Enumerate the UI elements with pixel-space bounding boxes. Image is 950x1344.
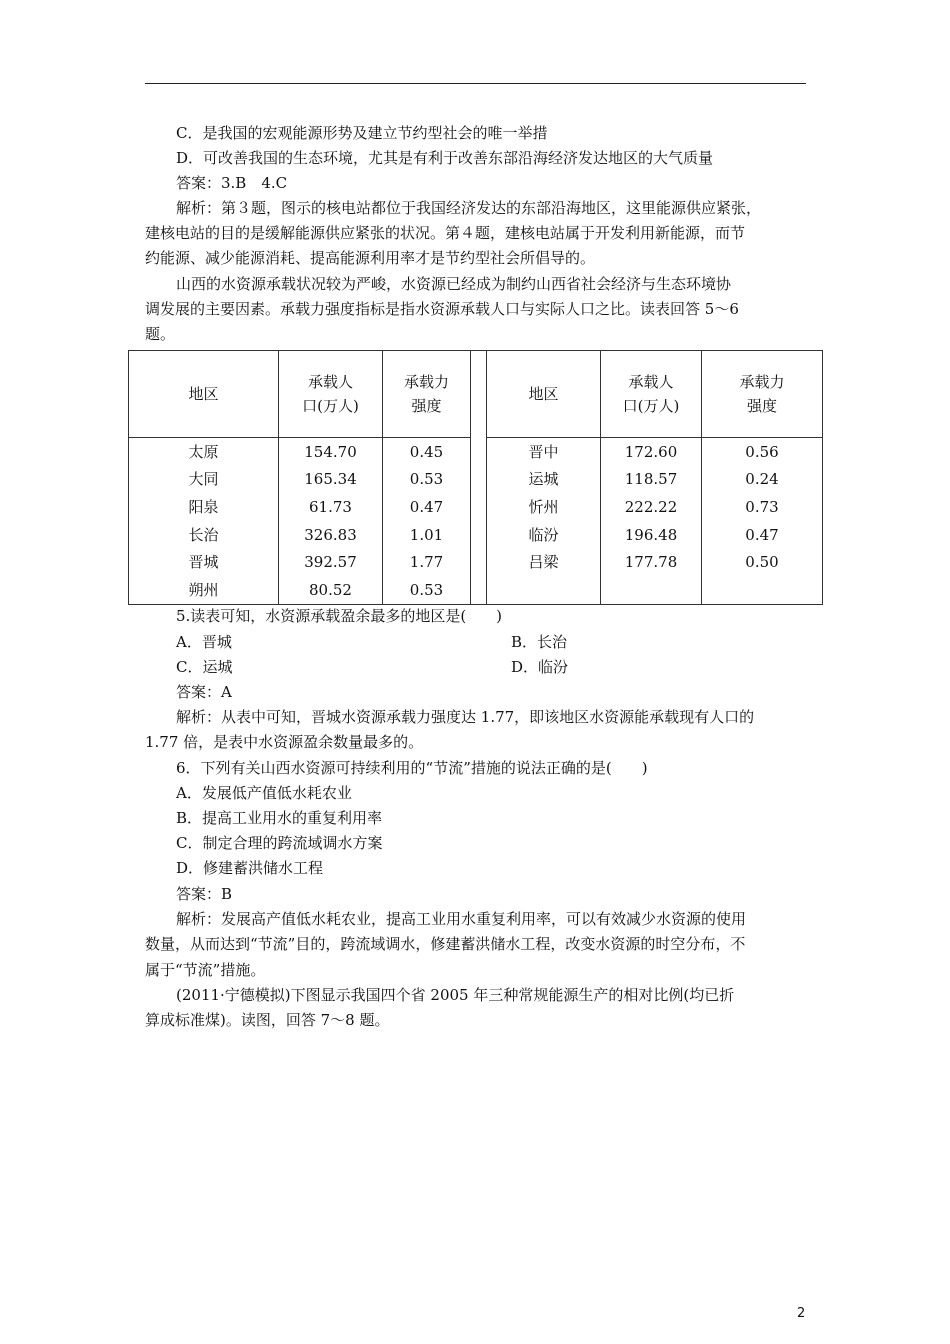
- q5-option-c: C．运城: [176, 658, 233, 676]
- header-population: 承载人 口(万人): [601, 351, 702, 438]
- cell-intensity: 0.56: [702, 438, 823, 466]
- cell-intensity: 0.53: [383, 576, 471, 604]
- cell-region: 忻州: [487, 493, 601, 521]
- cell-population: 177.78: [601, 548, 702, 576]
- table-divider: [471, 351, 487, 605]
- cell-population: 165.34: [279, 466, 383, 494]
- water-capacity-table: [128, 350, 823, 605]
- page-number: 2: [797, 1306, 806, 1321]
- cell-population: 326.83: [279, 521, 383, 549]
- intro-paragraph-line-2: 调发展的主要因素。承载力强度指标是指水资源承载人口与实际人口之比。读表回答 5～6: [145, 300, 739, 318]
- q6-option-a: A．发展低产值低水耗农业: [176, 784, 352, 802]
- cell-intensity: 0.73: [702, 493, 823, 521]
- cell-region: 晋中: [487, 438, 601, 466]
- cell-intensity: [702, 576, 823, 604]
- cell-region: [487, 576, 601, 604]
- cell-population: 154.70: [279, 438, 383, 466]
- header-intensity: 承载力 强度: [383, 351, 471, 438]
- header-region: 地区: [129, 351, 279, 438]
- cell-region: 吕梁: [487, 548, 601, 576]
- q6-explanation-line-3: 属于“节流”措施。: [145, 961, 266, 979]
- explanation-line-2: 建核电站的目的是缓解能源供应紧张的状况。第４题，建核电站属于开发利用新能源，而节: [145, 224, 746, 242]
- q6-option-b: B．提高工业用水的重复利用率: [176, 809, 383, 827]
- answer-q3-q4: 答案：3.B 4.C: [176, 174, 288, 192]
- q6-explanation-line-2: 数量，从而达到“节流”目的，跨流域调水，修建蓄洪储水工程，改变水资源的时空分布，不: [145, 935, 746, 953]
- q5-answer: 答案：A: [176, 683, 232, 701]
- cell-region: 大同: [129, 466, 279, 494]
- q5-option-b: B．长治: [511, 633, 568, 651]
- cell-population: 196.48: [601, 521, 702, 549]
- intro-paragraph-line-1: 山西的水资源承载状况较为严峻，水资源已经成为制约山西省社会经济与生态环境协: [176, 275, 732, 293]
- question-6-stem: 6．下列有关山西水资源可持续利用的“节流”措施的说法正确的是( ): [176, 759, 648, 777]
- question-5-stem: 5.读表可知，水资源承载盈余最多的地区是( ): [176, 607, 503, 625]
- q5-explanation-line-1: 解析：从表中可知，晋城水资源承载力强度达 1.77，即该地区水资源能承载现有人口的: [176, 708, 755, 726]
- header-rule: [145, 83, 806, 84]
- header-population: 承载人 口(万人): [279, 351, 383, 438]
- q6-explanation-line-1: 解析：发展高产值低水耗农业，提高工业用水重复利用率，可以有效减少水资源的使用: [176, 910, 747, 928]
- cell-intensity: 0.50: [702, 548, 823, 576]
- q6-answer: 答案：B: [176, 885, 233, 903]
- cell-region: 临汾: [487, 521, 601, 549]
- cell-region: 阳泉: [129, 493, 279, 521]
- table-header-row: [129, 351, 823, 438]
- option-c-q4: C．是我国的宏观能源形势及建立节约型社会的唯一举措: [176, 124, 548, 142]
- cell-population: 80.52: [279, 576, 383, 604]
- cell-region: 朔州: [129, 576, 279, 604]
- intro-paragraph-line-3: 题。: [145, 325, 176, 343]
- cell-intensity: 1.01: [383, 521, 471, 549]
- intro-q7-8-line-1: (2011·宁德模拟)下图显示我国四个省 2005 年三种常规能源生产的相对比例(均已折: [176, 986, 735, 1004]
- cell-population: 118.57: [601, 466, 702, 494]
- explanation-line-3: 约能源、减少能源消耗、提高能源利用率才是节约型社会所倡导的。: [145, 249, 596, 267]
- cell-region: 运城: [487, 466, 601, 494]
- cell-intensity: 0.53: [383, 466, 471, 494]
- cell-population: 172.60: [601, 438, 702, 466]
- cell-intensity: 0.45: [383, 438, 471, 466]
- q5-option-d: D．临汾: [511, 658, 569, 676]
- cell-region: 晋城: [129, 548, 279, 576]
- cell-intensity: 0.47: [702, 521, 823, 549]
- intro-q7-8-line-2: 算成标准煤)。读图，回答 7～8 题。: [145, 1011, 390, 1029]
- q5-explanation-line-2: 1.77 倍，是表中水资源盈余数量最多的。: [145, 733, 424, 751]
- cell-region: 长治: [129, 521, 279, 549]
- q6-option-c: C．制定合理的跨流域调水方案: [176, 834, 383, 852]
- cell-population: 392.57: [279, 548, 383, 576]
- header-intensity: 承载力 强度: [702, 351, 823, 438]
- cell-region: 太原: [129, 438, 279, 466]
- option-d-q4: D．可改善我国的生态环境，尤其是有利于改善东部沿海经济发达地区的大气质量: [176, 149, 714, 167]
- q6-option-d: D．修建蓄洪储水工程: [176, 859, 324, 877]
- cell-population: 222.22: [601, 493, 702, 521]
- header-region: 地区: [487, 351, 601, 438]
- cell-population: 61.73: [279, 493, 383, 521]
- cell-population: [601, 576, 702, 604]
- cell-intensity: 0.47: [383, 493, 471, 521]
- explanation-line-1: 解析：第３题，图示的核电站都位于我国经济发达的东部沿海地区，这里能源供应紧张，: [176, 199, 762, 217]
- q5-option-a: A．晋城: [176, 633, 232, 651]
- cell-intensity: 1.77: [383, 548, 471, 576]
- cell-intensity: 0.24: [702, 466, 823, 494]
